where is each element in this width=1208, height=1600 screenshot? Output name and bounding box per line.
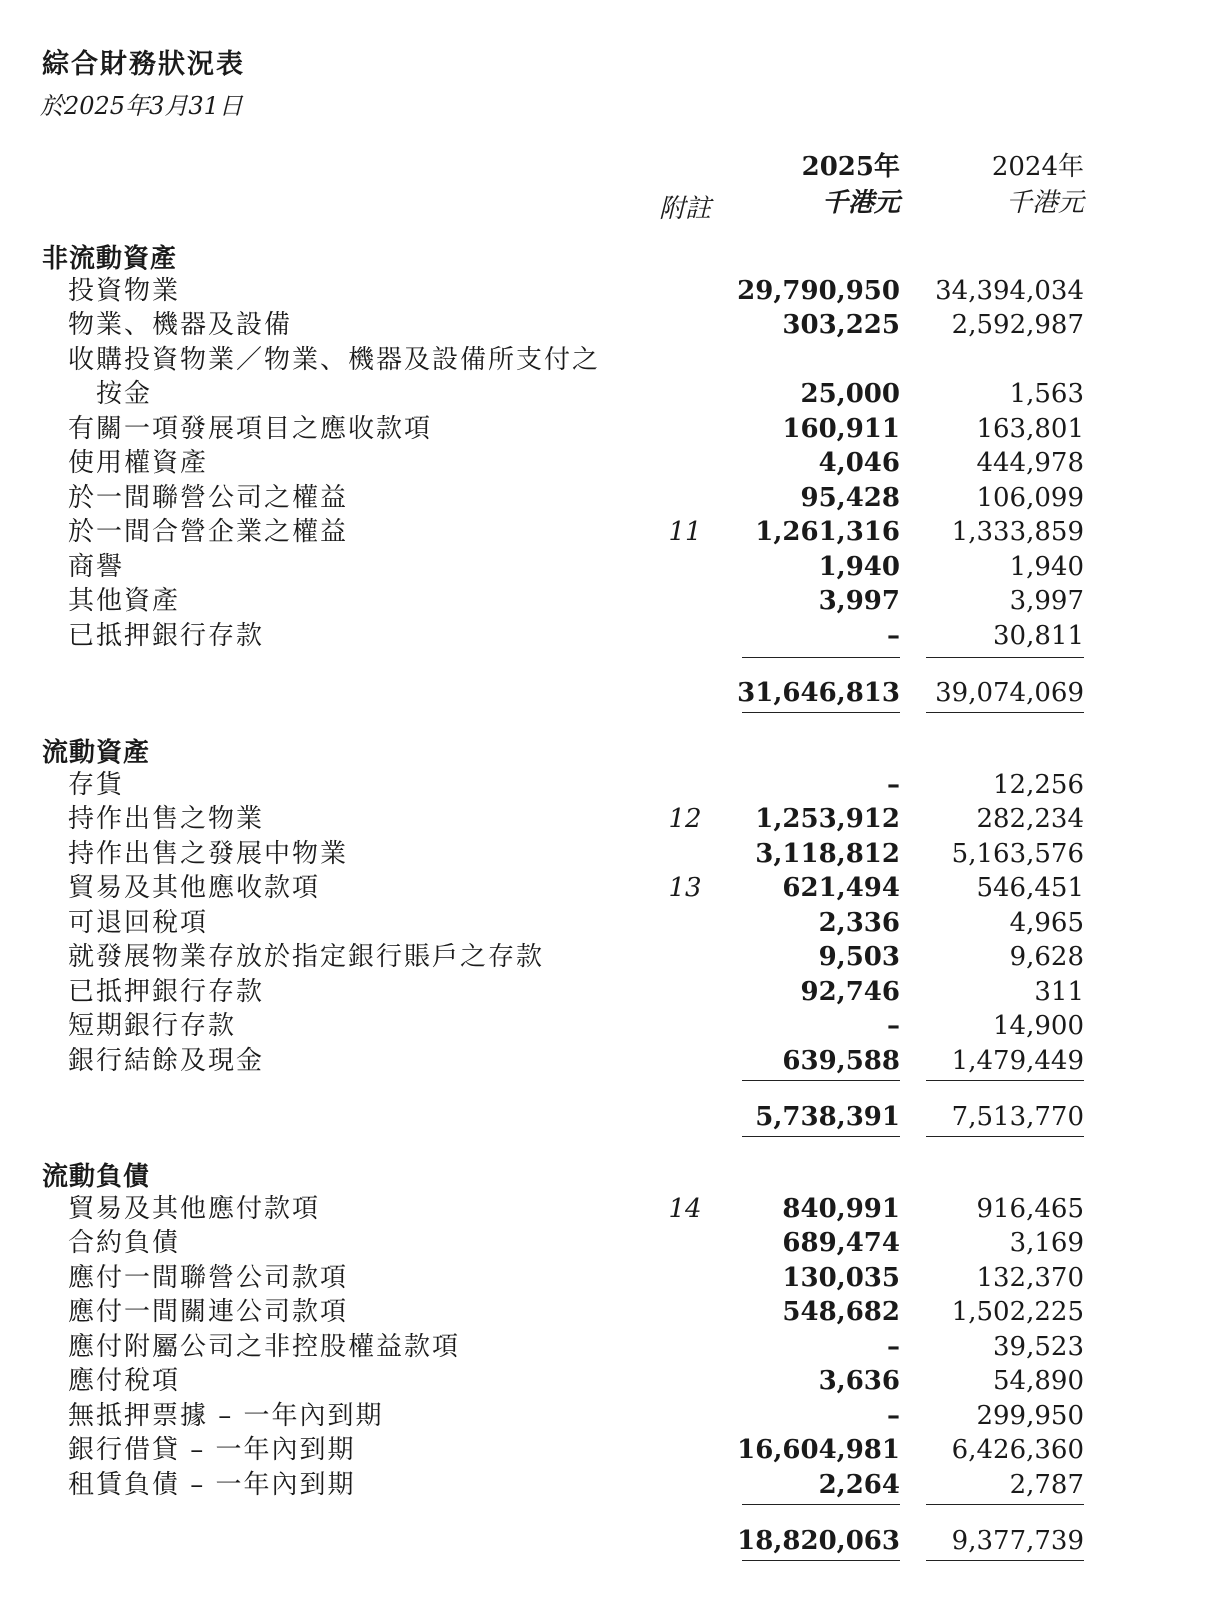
table-row <box>0 1226 1208 1260</box>
row-note: 12 <box>668 804 702 834</box>
table-row <box>0 308 1208 342</box>
value-2024: 14,900 <box>993 1011 1084 1041</box>
statement-date: 於2025年3月31日 <box>40 92 243 120</box>
row-label: 無抵押票據 – 一年內到期 <box>68 1401 384 1431</box>
table-row <box>0 802 1208 836</box>
row-label: 租賃負債 – 一年內到期 <box>68 1470 356 1500</box>
table-row <box>0 837 1208 871</box>
total-value-2025: 31,646,813 <box>737 678 900 708</box>
row-label: 其他資產 <box>68 586 181 616</box>
row-note: 11 <box>668 517 702 547</box>
total-value-2024: 9,377,739 <box>951 1526 1084 1556</box>
table-row <box>0 584 1208 618</box>
value-2024: 916,465 <box>976 1194 1084 1224</box>
table-row <box>0 481 1208 515</box>
subtotal-rule <box>742 1504 900 1505</box>
total-value-2024: 39,074,069 <box>935 678 1084 708</box>
page-title: 綜合財務狀況表 <box>42 49 245 80</box>
total-rule <box>742 1560 900 1561</box>
row-label: 應付一間關連公司款項 <box>68 1297 349 1327</box>
value-2025: 1,940 <box>818 552 900 582</box>
value-2025: 840,991 <box>782 1194 900 1224</box>
total-value-2024: 7,513,770 <box>951 1102 1084 1132</box>
value-2024: 444,978 <box>976 448 1084 478</box>
value-2024: 3,169 <box>1009 1228 1084 1258</box>
row-label: 已抵押銀行存款 <box>68 621 265 651</box>
value-2024: 1,479,449 <box>951 1046 1084 1076</box>
table-row <box>0 975 1208 1009</box>
value-2025: – <box>887 1401 900 1431</box>
total-rule <box>926 1560 1084 1561</box>
subtotal-rule <box>926 1080 1084 1081</box>
value-2024: 1,502,225 <box>951 1297 1084 1327</box>
table-row <box>0 343 1208 377</box>
table-row <box>0 768 1208 802</box>
row-label: 商譽 <box>68 552 125 582</box>
total-row <box>0 1524 1208 1558</box>
row-label: 可退回稅項 <box>68 908 209 938</box>
value-2025: 95,428 <box>800 483 900 513</box>
table-row <box>0 1468 1208 1502</box>
row-label: 貿易及其他應收款項 <box>68 873 321 903</box>
subtotal-rule <box>742 657 900 658</box>
column-header-2024-year: 2024年 <box>991 152 1084 182</box>
value-2025: 9,503 <box>818 942 900 972</box>
row-label: 銀行結餘及現金 <box>68 1046 265 1076</box>
value-2025: 303,225 <box>782 310 900 340</box>
table-row <box>0 871 1208 905</box>
total-row <box>0 676 1208 710</box>
table-row <box>0 1433 1208 1467</box>
value-2025: 1,253,912 <box>755 804 900 834</box>
value-2025: 29,790,950 <box>737 276 900 306</box>
table-row <box>0 446 1208 480</box>
value-2024: 546,451 <box>976 873 1084 903</box>
table-row <box>0 940 1208 974</box>
table-row <box>0 412 1208 446</box>
total-rule <box>742 712 900 713</box>
table-row <box>0 1009 1208 1043</box>
row-label: 應付稅項 <box>68 1366 181 1396</box>
row-label: 就發展物業存放於指定銀行賬戶之存款 <box>68 942 545 972</box>
value-2024: 3,997 <box>1009 586 1084 616</box>
value-2024: 282,234 <box>976 804 1084 834</box>
value-2024: 106,099 <box>976 483 1084 513</box>
value-2024: 132,370 <box>976 1263 1084 1293</box>
total-rule <box>926 712 1084 713</box>
value-2025: 621,494 <box>782 873 900 903</box>
column-header-2025-year: 2025年 <box>801 152 900 182</box>
row-label: 按金 <box>96 379 153 409</box>
row-note: 13 <box>668 873 702 903</box>
table-row <box>0 1192 1208 1226</box>
value-2025: 16,604,981 <box>737 1435 900 1465</box>
subtotal-rule <box>926 1504 1084 1505</box>
value-2024: 299,950 <box>976 1401 1084 1431</box>
total-rule <box>742 1136 900 1137</box>
value-2024: 9,628 <box>1009 942 1084 972</box>
value-2024: 5,163,576 <box>951 839 1084 869</box>
value-2024: 311 <box>1034 977 1084 1007</box>
row-label: 收購投資物業／物業、機器及設備所支付之 <box>68 345 601 375</box>
total-rule <box>926 1136 1084 1137</box>
value-2025: 3,997 <box>818 586 900 616</box>
value-2025: 2,264 <box>818 1470 900 1500</box>
value-2024: 1,940 <box>1009 552 1084 582</box>
value-2024: 30,811 <box>993 621 1084 651</box>
value-2024: 1,333,859 <box>951 517 1084 547</box>
row-label: 存貨 <box>68 770 125 800</box>
value-2024: 4,965 <box>1009 908 1084 938</box>
value-2025: – <box>887 1332 900 1362</box>
value-2024: 54,890 <box>993 1366 1084 1396</box>
table-row <box>0 274 1208 308</box>
table-row <box>0 619 1208 653</box>
value-2025: 1,261,316 <box>755 517 900 547</box>
value-2024: 12,256 <box>993 770 1084 800</box>
value-2024: 163,801 <box>976 414 1084 444</box>
table-row <box>0 1261 1208 1295</box>
table-row <box>0 550 1208 584</box>
subtotal-rule <box>926 657 1084 658</box>
column-header-2025-unit: 千港元 <box>821 188 900 218</box>
column-header-note: 附註 <box>658 194 711 224</box>
value-2024: 6,426,360 <box>951 1435 1084 1465</box>
row-note: 14 <box>668 1194 702 1224</box>
table-row <box>0 1295 1208 1329</box>
value-2025: 689,474 <box>782 1228 900 1258</box>
value-2024: 39,523 <box>993 1332 1084 1362</box>
row-label: 物業、機器及設備 <box>68 310 293 340</box>
row-label: 於一間聯營公司之權益 <box>68 483 349 513</box>
value-2025: – <box>887 1011 900 1041</box>
table-row <box>0 515 1208 549</box>
table-row <box>0 1044 1208 1078</box>
total-value-2025: 18,820,063 <box>737 1526 900 1556</box>
row-label: 持作出售之物業 <box>68 804 265 834</box>
row-label: 使用權資產 <box>68 448 209 478</box>
value-2024: 2,592,987 <box>951 310 1084 340</box>
row-label: 已抵押銀行存款 <box>68 977 265 1007</box>
section-heading-current-assets: 流動資產 <box>42 738 151 768</box>
row-label: 短期銀行存款 <box>68 1011 237 1041</box>
row-label: 貿易及其他應付款項 <box>68 1194 321 1224</box>
table-row <box>0 1364 1208 1398</box>
row-label: 合約負債 <box>68 1228 181 1258</box>
value-2025: 4,046 <box>818 448 900 478</box>
section-heading-current-liabilities: 流動負債 <box>42 1162 151 1192</box>
value-2024: 2,787 <box>1009 1470 1084 1500</box>
table-row <box>0 906 1208 940</box>
row-label: 銀行借貸 – 一年內到期 <box>68 1435 356 1465</box>
total-value-2025: 5,738,391 <box>755 1102 900 1132</box>
value-2024: 34,394,034 <box>935 276 1084 306</box>
table-row <box>0 1399 1208 1433</box>
value-2025: 3,118,812 <box>755 839 900 869</box>
value-2025: 25,000 <box>800 379 900 409</box>
row-label: 應付附屬公司之非控股權益款項 <box>68 1332 461 1362</box>
subtotal-rule <box>742 1080 900 1081</box>
table-row <box>0 1330 1208 1364</box>
value-2024: 1,563 <box>1009 379 1084 409</box>
column-header-2024-unit: 千港元 <box>1005 188 1084 218</box>
value-2025: 639,588 <box>782 1046 900 1076</box>
value-2025: – <box>887 621 900 651</box>
section-heading-non-current-assets: 非流動資產 <box>42 244 178 274</box>
row-label: 投資物業 <box>68 276 181 306</box>
row-label: 於一間合營企業之權益 <box>68 517 349 547</box>
value-2025: 3,636 <box>818 1366 900 1396</box>
row-label: 有關一項發展項目之應收款項 <box>68 414 433 444</box>
value-2025: 130,035 <box>782 1263 900 1293</box>
value-2025: 92,746 <box>800 977 900 1007</box>
total-row <box>0 1100 1208 1134</box>
value-2025: 2,336 <box>818 908 900 938</box>
value-2025: 160,911 <box>782 414 900 444</box>
row-label: 應付一間聯營公司款項 <box>68 1263 349 1293</box>
value-2025: 548,682 <box>782 1297 900 1327</box>
table-row <box>0 377 1208 411</box>
value-2025: – <box>887 770 900 800</box>
row-label: 持作出售之發展中物業 <box>68 839 349 869</box>
